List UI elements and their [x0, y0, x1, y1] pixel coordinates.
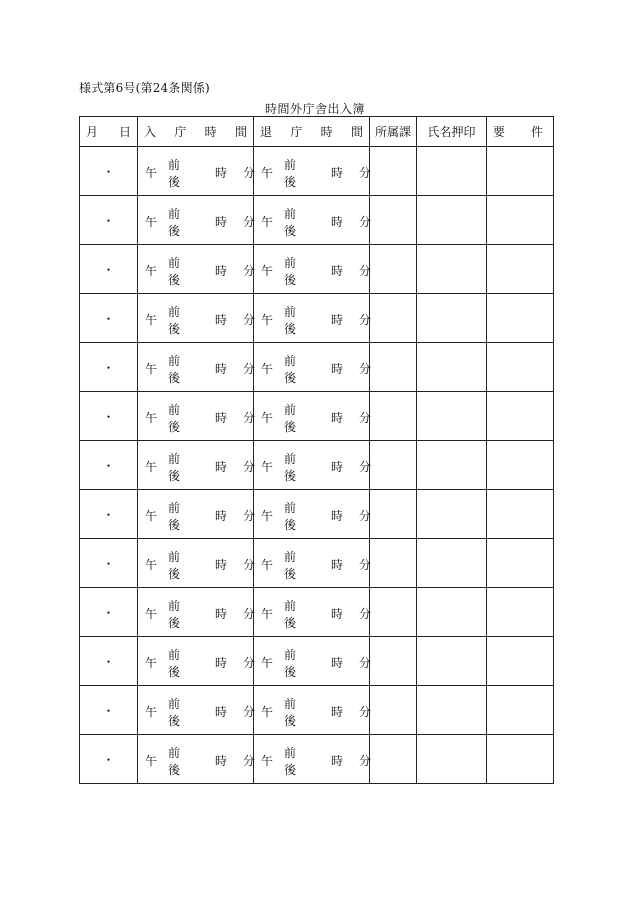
- department-cell[interactable]: [370, 588, 417, 637]
- date-cell[interactable]: ・: [80, 196, 138, 245]
- form-title: 時間外庁舎出入簿: [264, 102, 365, 116]
- entry-time-cell[interactable]: 午 前 後 時 分: [138, 686, 254, 735]
- exit-time-cell[interactable]: 午 前 後 時 分: [254, 539, 370, 588]
- table-row: [80, 343, 554, 392]
- table-header-row: [80, 117, 554, 147]
- entry-time-cell[interactable]: 午 前 後 時 分: [138, 490, 254, 539]
- purpose-cell[interactable]: [487, 343, 554, 392]
- date-cell[interactable]: ・: [80, 245, 138, 294]
- entry-time-cell[interactable]: 午 前 後 時 分: [138, 343, 254, 392]
- table-row: [80, 196, 554, 245]
- name-seal-cell[interactable]: [417, 147, 487, 196]
- header-date: 月 日: [80, 117, 138, 147]
- department-cell[interactable]: [370, 196, 417, 245]
- department-cell[interactable]: [370, 735, 417, 784]
- name-seal-cell[interactable]: [417, 735, 487, 784]
- purpose-cell[interactable]: [487, 441, 554, 490]
- name-seal-cell[interactable]: [417, 196, 487, 245]
- purpose-cell[interactable]: [487, 637, 554, 686]
- date-cell[interactable]: ・: [80, 147, 138, 196]
- purpose-cell[interactable]: [487, 686, 554, 735]
- purpose-cell[interactable]: [487, 392, 554, 441]
- table-row: [80, 441, 554, 490]
- date-cell[interactable]: ・: [80, 588, 138, 637]
- table-row: [80, 490, 554, 539]
- name-seal-cell[interactable]: [417, 441, 487, 490]
- date-cell[interactable]: ・: [80, 735, 138, 784]
- name-seal-cell[interactable]: [417, 637, 487, 686]
- exit-time-cell[interactable]: 午 前 後 時 分: [254, 245, 370, 294]
- date-cell[interactable]: ・: [80, 637, 138, 686]
- table-row: [80, 735, 554, 784]
- date-cell[interactable]: ・: [80, 490, 138, 539]
- header-entry-time: 入 庁 時 間: [138, 117, 254, 147]
- date-cell[interactable]: ・: [80, 441, 138, 490]
- entry-time-cell[interactable]: 午 前 後 時 分: [138, 539, 254, 588]
- table-row: [80, 294, 554, 343]
- exit-time-cell[interactable]: 午 前 後 時 分: [254, 294, 370, 343]
- exit-time-cell[interactable]: 午 前 後 時 分: [254, 588, 370, 637]
- name-seal-cell[interactable]: [417, 686, 487, 735]
- department-cell[interactable]: [370, 147, 417, 196]
- purpose-cell[interactable]: [487, 147, 554, 196]
- entry-time-cell[interactable]: 午 前 後 時 分: [138, 245, 254, 294]
- exit-time-cell[interactable]: 午 前 後 時 分: [254, 196, 370, 245]
- department-cell[interactable]: [370, 245, 417, 294]
- table-row: [80, 637, 554, 686]
- header-name-seal: 氏名押印: [417, 117, 487, 147]
- entry-time-cell[interactable]: 午 前 後 時 分: [138, 392, 254, 441]
- date-cell[interactable]: ・: [80, 392, 138, 441]
- purpose-cell[interactable]: [487, 539, 554, 588]
- entry-time-cell[interactable]: 午 前 後 時 分: [138, 147, 254, 196]
- department-cell[interactable]: [370, 343, 417, 392]
- table-row: [80, 588, 554, 637]
- form-number-label: 様式第6号(第24条関係): [79, 81, 210, 95]
- header-department: 所属課: [370, 117, 417, 147]
- table-row: [80, 686, 554, 735]
- exit-time-cell[interactable]: 午 前 後 時 分: [254, 392, 370, 441]
- entry-time-cell[interactable]: 午 前 後 時 分: [138, 196, 254, 245]
- name-seal-cell[interactable]: [417, 490, 487, 539]
- date-cell[interactable]: ・: [80, 294, 138, 343]
- name-seal-cell[interactable]: [417, 392, 487, 441]
- purpose-cell[interactable]: [487, 294, 554, 343]
- table-row: [80, 539, 554, 588]
- exit-time-cell[interactable]: 午 前 後 時 分: [254, 441, 370, 490]
- exit-time-cell[interactable]: 午 前 後 時 分: [254, 735, 370, 784]
- department-cell[interactable]: [370, 392, 417, 441]
- entry-time-cell[interactable]: 午 前 後 時 分: [138, 441, 254, 490]
- entry-time-cell[interactable]: 午 前 後 時 分: [138, 588, 254, 637]
- name-seal-cell[interactable]: [417, 588, 487, 637]
- department-cell[interactable]: [370, 441, 417, 490]
- exit-time-cell[interactable]: 午 前 後 時 分: [254, 490, 370, 539]
- entry-time-cell[interactable]: 午 前 後 時 分: [138, 735, 254, 784]
- table-row: [80, 392, 554, 441]
- department-cell[interactable]: [370, 539, 417, 588]
- entry-log-table: [79, 116, 554, 784]
- header-purpose: 要 件: [487, 117, 554, 147]
- name-seal-cell[interactable]: [417, 343, 487, 392]
- name-seal-cell[interactable]: [417, 294, 487, 343]
- department-cell[interactable]: [370, 490, 417, 539]
- department-cell[interactable]: [370, 686, 417, 735]
- purpose-cell[interactable]: [487, 196, 554, 245]
- department-cell[interactable]: [370, 637, 417, 686]
- name-seal-cell[interactable]: [417, 539, 487, 588]
- name-seal-cell[interactable]: [417, 245, 487, 294]
- purpose-cell[interactable]: [487, 588, 554, 637]
- exit-time-cell[interactable]: 午 前 後 時 分: [254, 343, 370, 392]
- date-cell[interactable]: ・: [80, 343, 138, 392]
- exit-time-cell[interactable]: 午 前 後 時 分: [254, 686, 370, 735]
- department-cell[interactable]: [370, 294, 417, 343]
- entry-time-cell[interactable]: 午 前 後 時 分: [138, 294, 254, 343]
- purpose-cell[interactable]: [487, 245, 554, 294]
- header-exit-time: 退 庁 時 間: [254, 117, 370, 147]
- entry-time-cell[interactable]: 午 前 後 時 分: [138, 637, 254, 686]
- purpose-cell[interactable]: [487, 490, 554, 539]
- purpose-cell[interactable]: [487, 735, 554, 784]
- date-cell[interactable]: ・: [80, 686, 138, 735]
- table-row: [80, 245, 554, 294]
- exit-time-cell[interactable]: 午 前 後 時 分: [254, 637, 370, 686]
- exit-time-cell[interactable]: 午 前 後 時 分: [254, 147, 370, 196]
- table-row: [80, 147, 554, 196]
- date-cell[interactable]: ・: [80, 539, 138, 588]
